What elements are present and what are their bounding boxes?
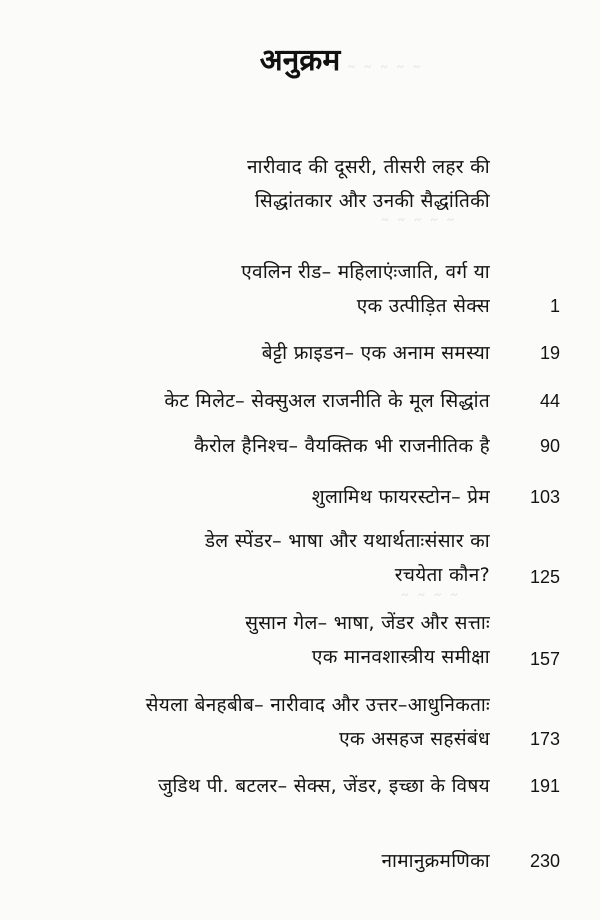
- toc-entry-line: सेयला बेनहबीब– नारीवाद और उत्तर–आधुनिकताः: [145, 694, 490, 716]
- toc-page-number: 1: [549, 296, 560, 316]
- toc-entry-line: बेट्टी फ्राइडन– एक अनाम समस्या: [261, 342, 490, 364]
- toc-entry-index: [20, 844, 490, 878]
- toc-entry-hanisch: [20, 429, 490, 463]
- toc-entry-line: सिद्धांतकार और उनकी सैद्धांतिकी: [254, 190, 490, 212]
- toc-entry-line: एक असहज सहसंबंध: [339, 728, 490, 750]
- toc-page-number: 157: [529, 649, 560, 669]
- toc-entry-friedan: [20, 336, 490, 370]
- show-through-decoration: ˜ ˜ ˜ ˜ ˜ ˜: [330, 62, 422, 86]
- toc-entry-line: एक उत्पीड़ित सेक्स: [356, 295, 490, 317]
- toc-entry-line: नामानुक्रमणिका: [381, 850, 490, 872]
- toc-entry-reed: [20, 255, 490, 323]
- toc-page-number: 19: [539, 343, 560, 363]
- toc-entry-millett: [20, 384, 490, 418]
- toc-entry-line: नारीवाद की दूसरी, तीसरी लहर की: [247, 156, 490, 178]
- toc-page-number: 125: [529, 567, 560, 587]
- toc-entry-benhabib: [20, 688, 490, 756]
- toc-page-number: 90: [539, 436, 560, 456]
- toc-entry-intro: [20, 150, 490, 218]
- toc-entry-firestone: [20, 480, 490, 514]
- toc-entry-gal: [20, 606, 490, 674]
- toc-entry-line: शुलामिथ फायरस्टोन– प्रेम: [311, 486, 490, 508]
- toc-entry-line: केट मिलेट– सेक्सुअल राजनीति के मूल सिद्धांत: [164, 390, 490, 412]
- show-through-decoration: ˜ ˜ ˜ ˜: [400, 590, 460, 614]
- toc-page-number: 103: [529, 487, 560, 507]
- toc-entry-line: एक मानवशास्त्रीय समीक्षा: [311, 646, 490, 668]
- toc-entry-spender: [20, 524, 490, 592]
- toc-entry-line: सुसान गेल– भाषा, जेंडर और सत्ताः: [245, 612, 490, 634]
- toc-entry-line: डेल स्पेंडर– भाषा और यथार्थताःसंसार का: [204, 530, 490, 552]
- toc-entry-line: कैरोल हैनिश्च– वैयक्तिक भी राजनीतिक है: [194, 435, 490, 457]
- toc-entry-line: जुडिथ पी. बटलर– सेक्स, जेंडर, इच्छा के विषय: [158, 775, 490, 797]
- toc-entry-butler: [20, 769, 490, 803]
- toc-entry-line: रचयेता कौन?: [394, 564, 490, 586]
- toc-page-number: 173: [529, 729, 560, 749]
- toc-page-number: 44: [539, 391, 560, 411]
- toc-entry-line: एवलिन रीड– महिलाएंःजाति, वर्ग या: [241, 261, 490, 283]
- toc-page-number: 191: [529, 776, 560, 796]
- page-title: अनुक्रम: [259, 43, 341, 78]
- toc-page-number: 230: [529, 851, 560, 871]
- show-through-decoration: ˜ ˜ ˜ ˜ ˜: [380, 215, 456, 239]
